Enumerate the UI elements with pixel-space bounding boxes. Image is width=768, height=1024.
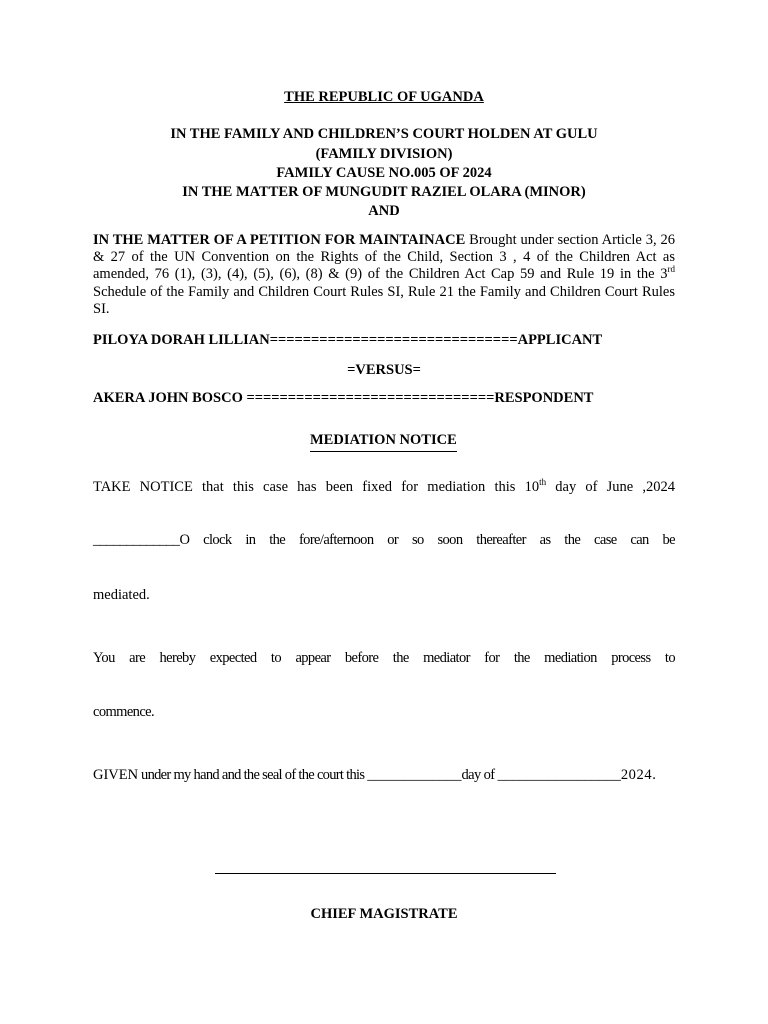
republic-heading-text: THE REPUBLIC OF UGANDA: [284, 89, 484, 105]
republic-heading: [0, 88, 768, 107]
given-label: GIVEN: [93, 767, 139, 783]
expected-line: You are hereby expected to appear before the mediator for the mediation process to: [93, 650, 675, 666]
take-notice-label: TAKE NOTICE: [93, 479, 193, 495]
cause-number: FAMILY CAUSE NO.005 OF 2024: [276, 165, 492, 181]
applicant-line: PILOYA DORAH LILLIAN==============================APPLICANT: [93, 332, 603, 348]
and-heading: AND: [368, 203, 400, 219]
petition-paragraph: [93, 232, 675, 318]
division-heading: (FAMILY DIVISION): [315, 146, 453, 162]
matter-heading: IN THE MATTER OF MUNGUDIT RAZIEL OLARA (MINOR): [182, 184, 586, 200]
versus-line: =VERSUS=: [347, 362, 421, 378]
petition-text-1: Brought under section Article 3, 26 & 27 of the UN Convention on the Rights of the Child, Section 3 , 4 of the Children Act as amended, 76 (1), (3), (4), (5), (6), (8) & (9) of the Children Act Cap 59 and Rule 19 in the 3: [93, 232, 675, 283]
take-notice-line: [93, 479, 675, 496]
take-notice-text: that this case has been fixed for mediation this 10: [192, 479, 540, 495]
respondent-line: AKERA JOHN BOSCO ==============================RESPONDENT: [93, 390, 594, 406]
chief-magistrate-title: CHIEF MAGISTRATE: [310, 906, 458, 922]
given-text-2: day of: [461, 767, 498, 783]
day-superscript: th: [539, 477, 547, 488]
petition-superscript: rd: [667, 264, 675, 275]
mediation-notice-title: MEDIATION NOTICE: [310, 432, 457, 452]
signature-line: [215, 873, 556, 874]
given-line: [93, 767, 656, 784]
time-blank: _____________: [93, 532, 180, 548]
time-line: [93, 532, 675, 549]
given-blank-month: _________________: [497, 767, 621, 783]
commence-line: commence.: [93, 704, 155, 720]
given-blank-day: _____________: [367, 767, 462, 783]
petition-lead: IN THE MATTER OF A PETITION FOR MAINTAINACE: [93, 232, 466, 248]
mediated-line: mediated.: [93, 587, 150, 603]
given-text-1: under my hand and the seal of the court this: [138, 767, 368, 783]
petition-text-2: Schedule of the Family and Children Court Rules SI, Rule 21 the Family and Children Court Rules SI.: [93, 283, 675, 317]
time-text: O clock in the fore/afternoon or so soon thereafter as the case can be: [179, 532, 675, 548]
court-heading: IN THE FAMILY AND CHILDREN’S COURT HOLDEN AT GULU: [170, 126, 598, 142]
given-year: 2024.: [620, 767, 657, 783]
take-notice-date: day of June ,2024: [546, 479, 676, 495]
